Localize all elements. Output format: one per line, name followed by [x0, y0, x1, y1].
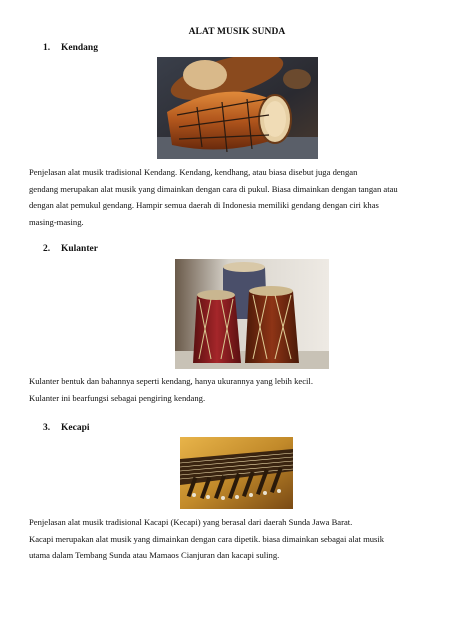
page-title: ALAT MUSIK SUNDA [188, 27, 286, 37]
kulanter-drums-photo [175, 259, 329, 369]
section-heading-kecapi [43, 423, 90, 433]
paragraph-line: Penjelasan alat musik tradisional Kacapi (Kecapi) yang berasal dari daerah Sunda Jawa Barat. [29, 517, 353, 527]
paragraph-line: dengan alat pemukul gendang. Hampir semua daerah di Indonesia memiliki gendang dengan ciri khas [29, 200, 379, 210]
paragraph-line: masing-masing. [29, 216, 84, 227]
section-number: 1. [43, 43, 51, 53]
kecapi-zither-photo [180, 437, 293, 509]
paragraph-line: Kulanter ini bearfungsi sebagai pengiring kendang. [29, 392, 206, 403]
paragraph-line: Kacapi merupakan alat musik yang dimainkan dengan cara dipetik. biasa dimainkan sebagai alat musik [29, 533, 385, 544]
section-title: Kendang [61, 43, 98, 53]
paragraph-line: utama dalam Tembang Sunda atau Mamaos Cianjuran dan kacapi suling. [29, 550, 280, 560]
paragraph-line: gendang merupakan alat musik yang dimainkan dengan cara di pukul. Biasa dimainkan dengan tangan atau [29, 183, 398, 194]
kendang-description [29, 164, 449, 230]
paragraph-line: Kulanter bentuk dan bahannya seperti kendang, hanya ukurannya yang lebih kecil. [29, 376, 313, 386]
section-heading-kulanter [43, 244, 98, 254]
paragraph-line: Penjelasan alat musik tradisional Kendang. Kendang, kendhang, atau biasa disebut juga dengan [29, 167, 358, 177]
section-title: Kulanter [61, 244, 98, 254]
section-number: 2. [43, 244, 51, 254]
kecapi-description [29, 514, 449, 564]
kulanter-description [29, 373, 449, 406]
section-number: 3. [43, 423, 51, 433]
section-title: Kecapi [61, 423, 90, 433]
kendang-drum-photo [157, 57, 318, 159]
section-heading-kendang [43, 43, 98, 53]
